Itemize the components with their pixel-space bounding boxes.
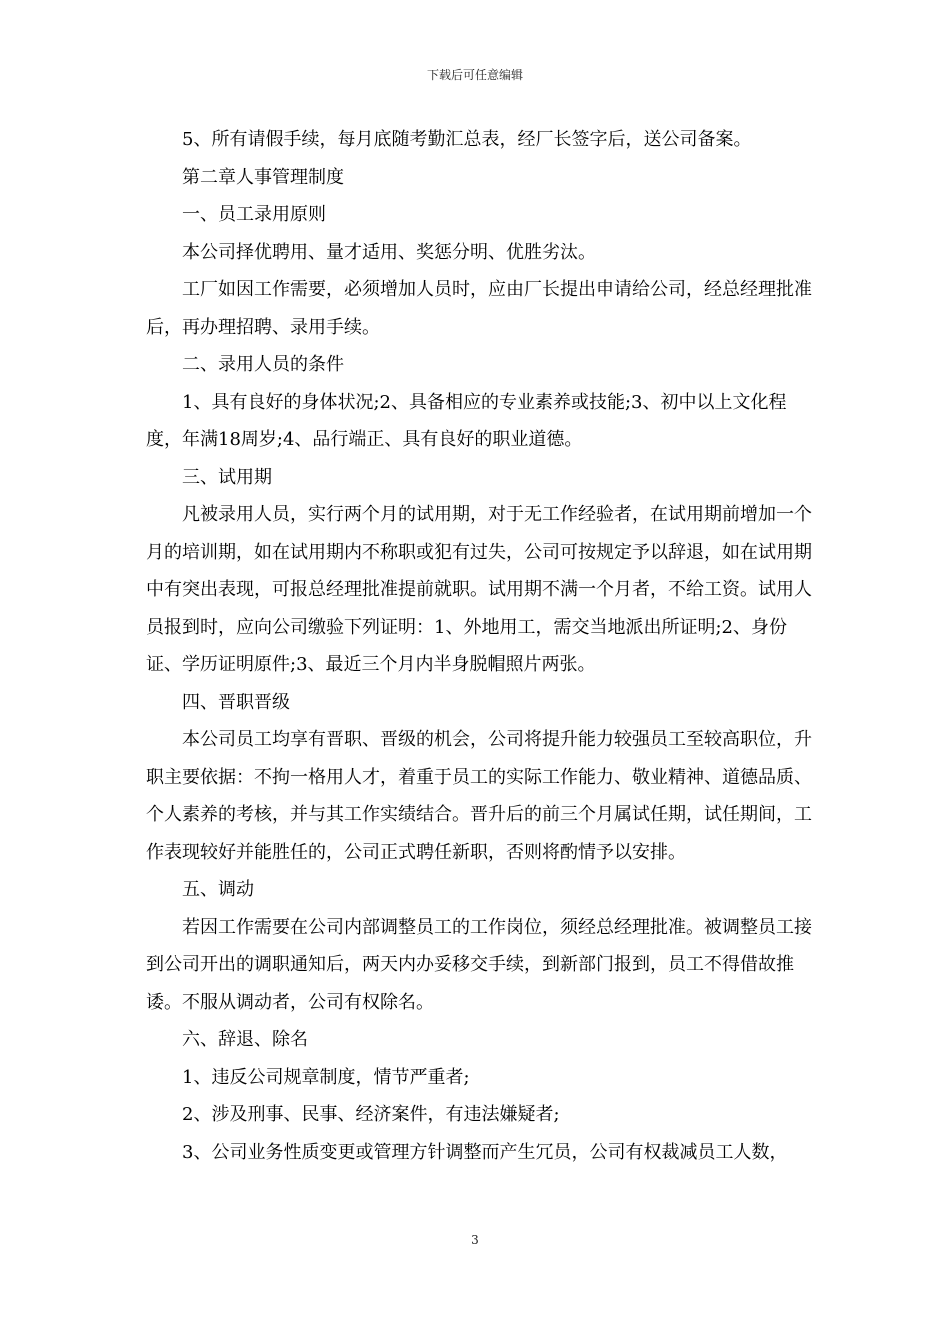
section-heading: 六、辞退、除名 [182, 1029, 308, 1050]
list-item: 2、涉及刑事、民事、经济案件，有违法嫌疑者; [182, 1104, 560, 1125]
paragraph: 工厂如因工作需要，必须增加人员时，应由厂长提出申请给公司，经总经理批准后，再办理招聘、录用手续。 [146, 279, 812, 338]
paragraph: 本公司员工均享有晋职、晋级的机会，公司将提升能力较强员工至较高职位，升职主要依据：不拘一格用人才，着重于员工的实际工作能力、敬业精神、道德品质、个人素养的考核，并与其工作实绩结合。晋升后的前三个月属试任期，试任期间，工作表现较好并能胜任的，公司正式聘任新职，否则将酌情予以安排。 [146, 729, 812, 863]
paragraph: 本公司择优聘用、量才适用、奖惩分明、优胜劣汰。 [182, 241, 596, 263]
page-header: 下载后可任意编辑 [426, 68, 523, 82]
section-heading: 三、试用期 [182, 466, 272, 488]
section-heading: 五、调动 [182, 879, 254, 900]
section-heading: 二、录用人员的条件 [182, 354, 344, 375]
section-heading: 一、员工录用原则 [182, 204, 326, 225]
page-number: 3 [471, 1233, 479, 1247]
list-item: 3、公司业务性质变更或管理方针调整而产生冗员，公司有权裁减员工人数， [182, 1141, 788, 1163]
paragraph: 5、所有请假手续，每月底随考勤汇总表，经厂长签字后，送公司备案。 [182, 129, 752, 150]
paragraph: 凡被录用人员，实行两个月的试用期，对于无工作经验者，在试用期前增加一个月的培训期，如在试用期内不称职或犯有过失，公司可按规定予以辞退，如在试用期中有突出表现，可报总经理批准提前就职。试用期不满一个月者，不给工资。试用人员报到时，应向公司缴验下列证明：1、外地用工，需交当地派出所证明;2、身份证、学历证明原件;3、最近三个月内半身脱帽照片两张。 [146, 504, 812, 675]
paragraph: 若因工作需要在公司内部调整员工的工作岗位，须经总经理批准。被调整员工接到公司开出的调职通知后，两天内办妥移交手续，到新部门报到，员工不得借故推诿。不服从调动者，公司有权除名。 [146, 916, 812, 1013]
paragraph: 1、具有良好的身体状况;2、具备相应的专业素养或技能;3、初中以上文化程度，年满18周岁;4、品行端正、具有良好的职业道德。 [146, 391, 787, 450]
list-item: 1、违反公司规章制度，情节严重者; [182, 1066, 470, 1088]
section-heading: 四、晋职晋级 [182, 691, 290, 713]
document-body [146, 121, 816, 1171]
chapter-heading: 第二章人事管理制度 [182, 166, 344, 188]
